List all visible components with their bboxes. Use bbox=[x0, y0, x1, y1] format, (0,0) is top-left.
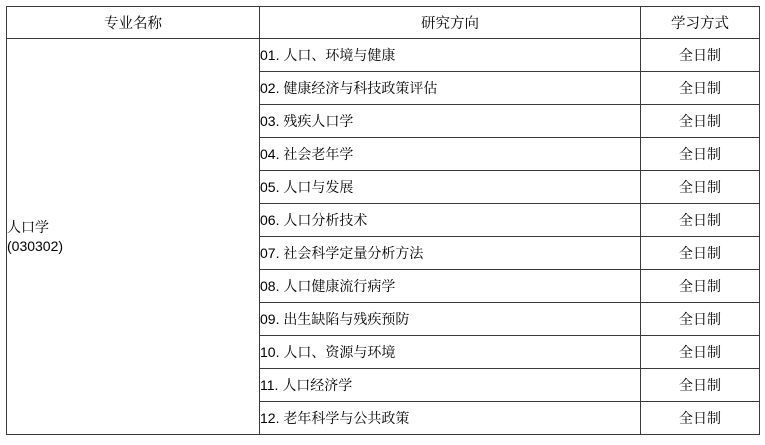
study-mode-cell: 全日制 bbox=[641, 369, 760, 402]
research-direction-cell: 10. 人口、资源与环境 bbox=[260, 336, 641, 369]
major-directions-table bbox=[6, 6, 760, 435]
research-direction-cell: 01. 人口、环境与健康 bbox=[260, 39, 641, 72]
study-mode-cell: 全日制 bbox=[641, 72, 760, 105]
research-direction-cell: 12. 老年科学与公共政策 bbox=[260, 402, 641, 435]
research-direction-cell: 03. 残疾人口学 bbox=[260, 105, 641, 138]
research-direction-cell: 11. 人口经济学 bbox=[260, 369, 641, 402]
study-mode-cell: 全日制 bbox=[641, 336, 760, 369]
study-mode-cell: 全日制 bbox=[641, 237, 760, 270]
study-mode-cell: 全日制 bbox=[641, 39, 760, 72]
table-row bbox=[7, 39, 760, 72]
study-mode-cell: 全日制 bbox=[641, 303, 760, 336]
major-code-text: (030302) bbox=[7, 237, 64, 254]
column-header-research-direction: 研究方向 bbox=[260, 7, 641, 39]
table-header-row bbox=[7, 7, 760, 39]
table-header bbox=[7, 7, 760, 39]
major-name-text: 人口学 bbox=[7, 218, 49, 235]
major-name-cell bbox=[7, 39, 260, 435]
study-mode-cell: 全日制 bbox=[641, 171, 760, 204]
research-direction-cell: 09. 出生缺陷与残疾预防 bbox=[260, 303, 641, 336]
study-mode-cell: 全日制 bbox=[641, 138, 760, 171]
research-direction-cell: 08. 人口健康流行病学 bbox=[260, 270, 641, 303]
table-body bbox=[7, 39, 760, 435]
study-mode-cell: 全日制 bbox=[641, 402, 760, 435]
column-header-major-name: 专业名称 bbox=[7, 7, 260, 39]
research-direction-cell: 07. 社会科学定量分析方法 bbox=[260, 237, 641, 270]
research-direction-cell: 05. 人口与发展 bbox=[260, 171, 641, 204]
study-mode-cell: 全日制 bbox=[641, 105, 760, 138]
research-direction-cell: 04. 社会老年学 bbox=[260, 138, 641, 171]
research-direction-cell: 02. 健康经济与科技政策评估 bbox=[260, 72, 641, 105]
study-mode-cell: 全日制 bbox=[641, 204, 760, 237]
column-header-study-mode: 学习方式 bbox=[641, 7, 760, 39]
study-mode-cell: 全日制 bbox=[641, 270, 760, 303]
research-direction-cell: 06. 人口分析技术 bbox=[260, 204, 641, 237]
